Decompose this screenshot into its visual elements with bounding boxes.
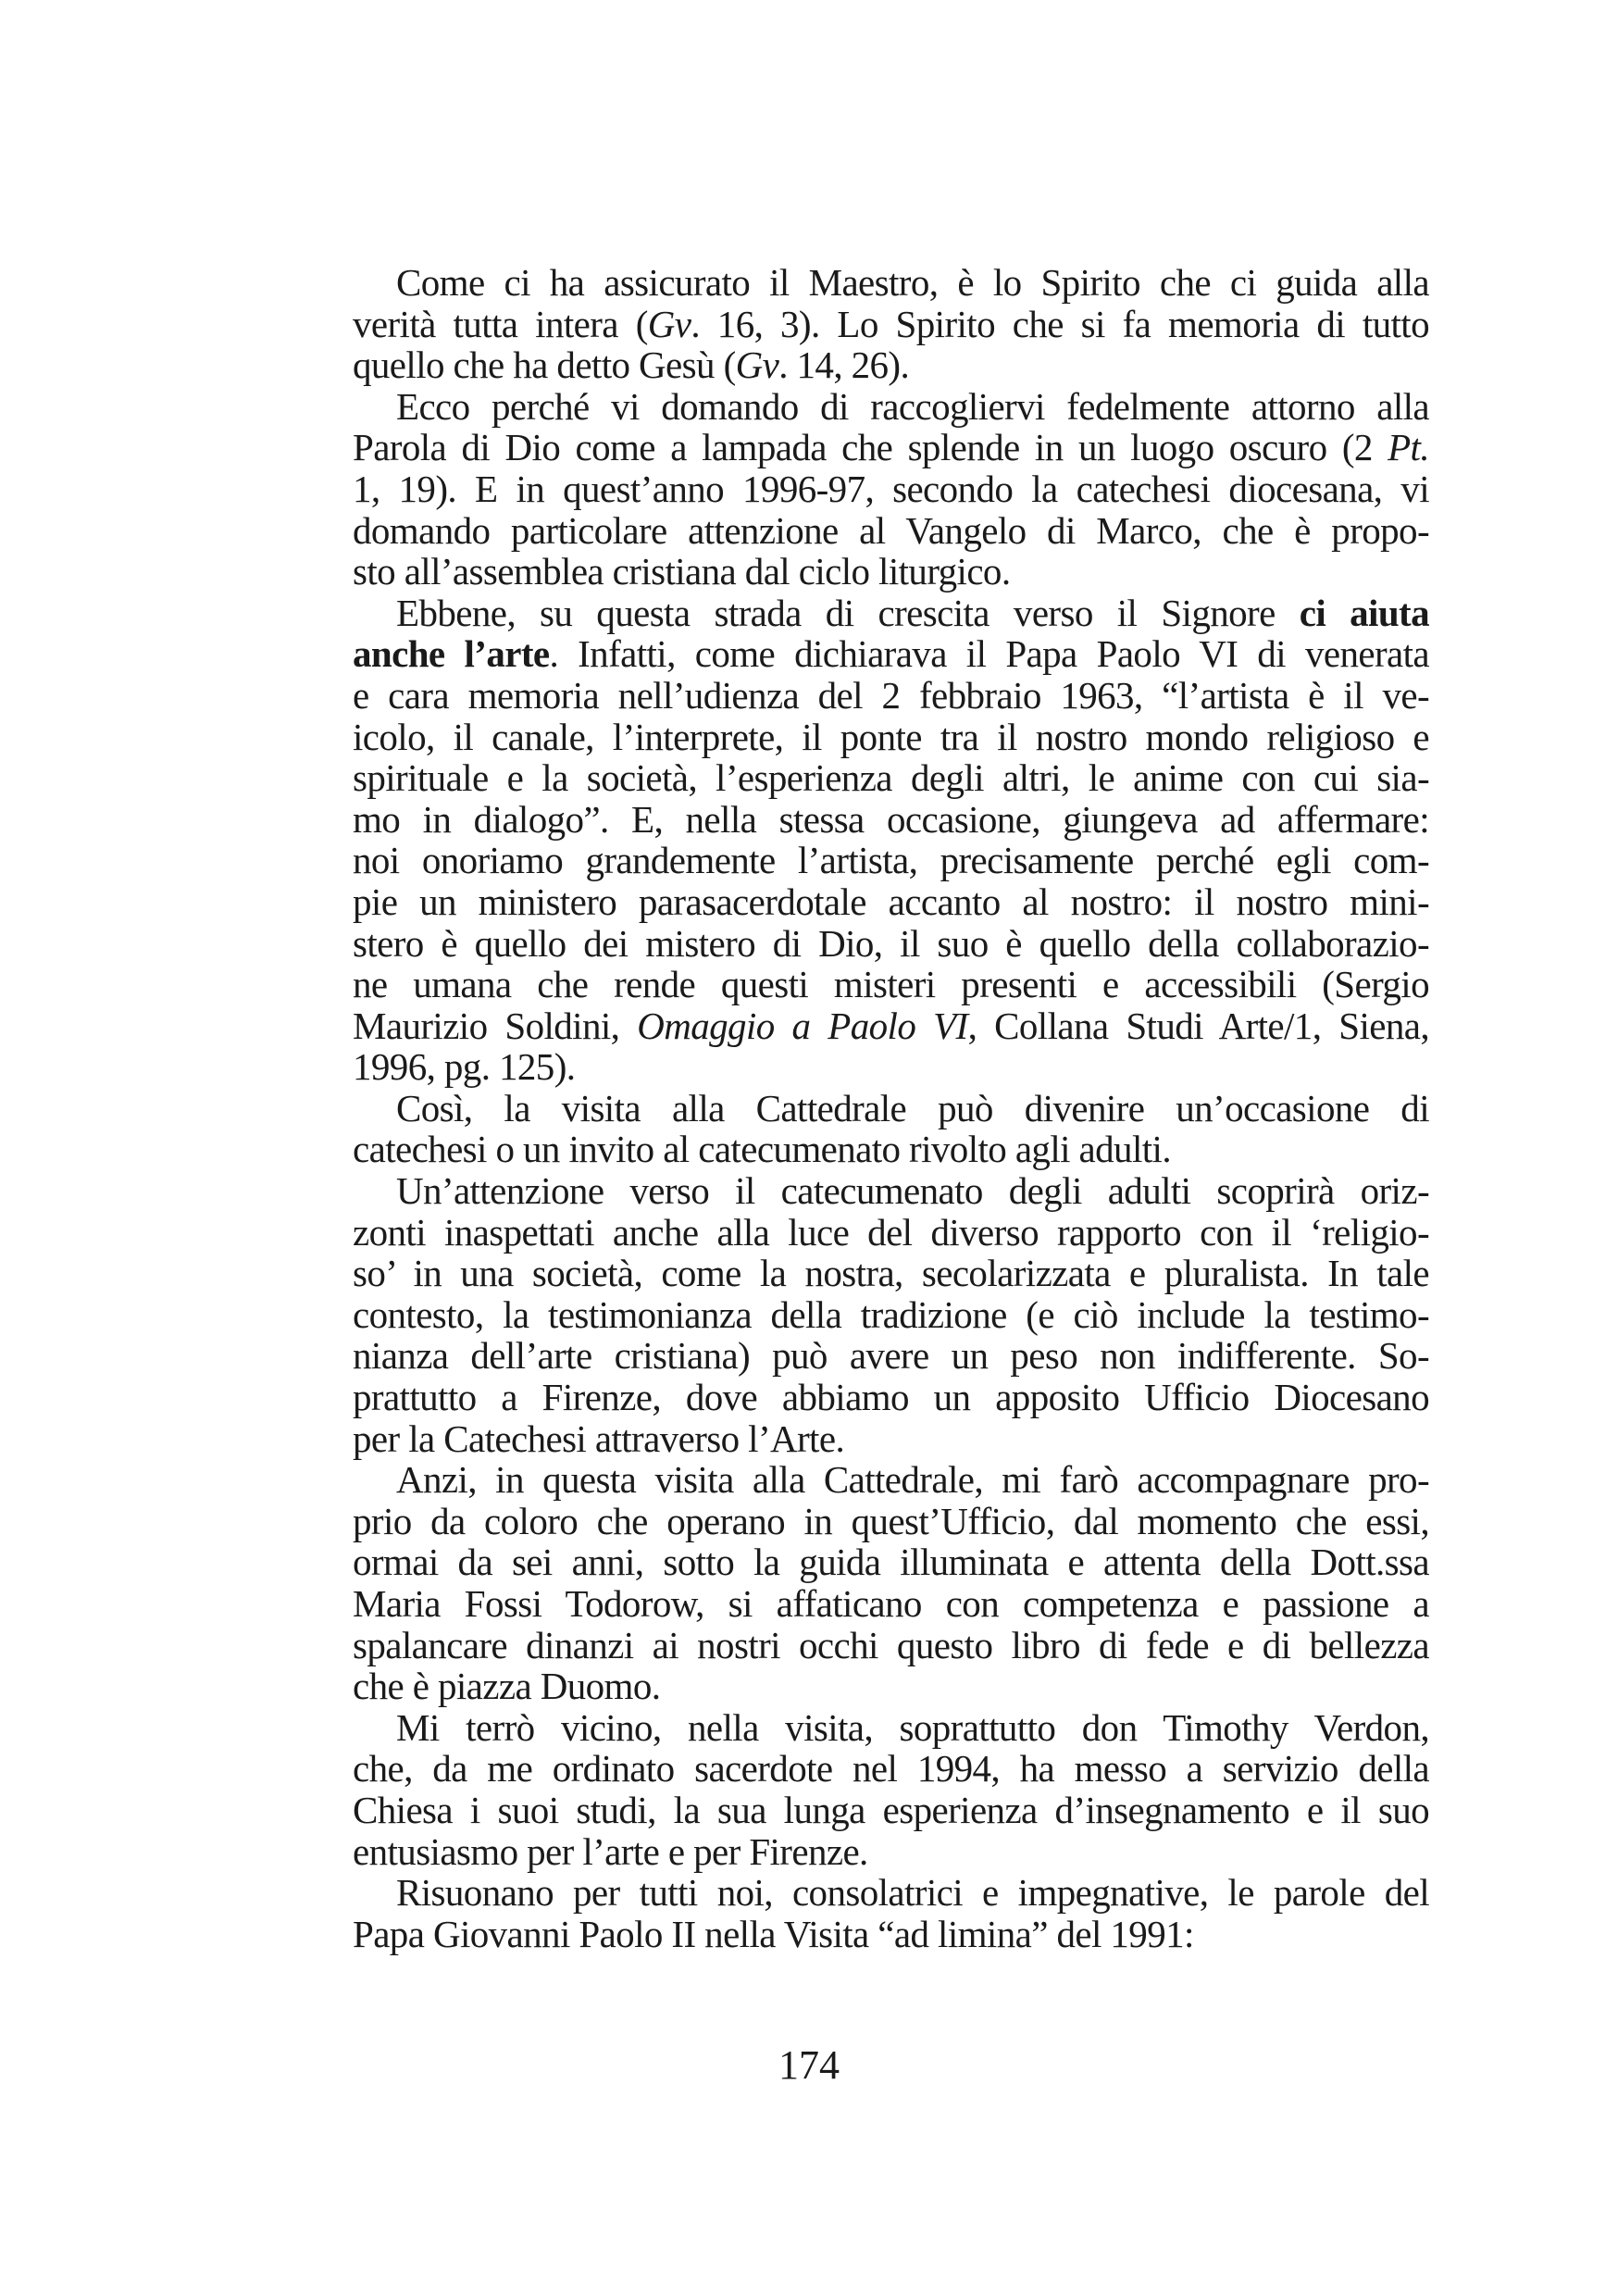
text-run: Chiesa i suoi studi, la sua lunga esperienza d’insegnamento e il suo bbox=[353, 1788, 1429, 1831]
paragraph bbox=[353, 1872, 1429, 1954]
text-run: mo in dialogo”. E, nella stessa occasione, giungeva ad affermare: bbox=[353, 797, 1429, 841]
text-run: che è piazza Duomo. bbox=[353, 1665, 661, 1708]
paragraph bbox=[353, 1459, 1429, 1707]
page-number: 174 bbox=[778, 2042, 840, 2088]
text-line bbox=[353, 717, 1429, 758]
text-line bbox=[353, 1212, 1429, 1254]
text-line bbox=[353, 799, 1429, 841]
text-run: 1, 19). E in quest’anno 1996-97, secondo la catechesi diocesana, vi bbox=[353, 467, 1429, 510]
text-line bbox=[353, 1872, 1429, 1914]
text-line bbox=[353, 1625, 1429, 1666]
italic-text: Pt. bbox=[1388, 426, 1429, 469]
text-run: verità tutta intera ( bbox=[353, 302, 648, 345]
paragraph bbox=[353, 1170, 1429, 1459]
text-run: . Infatti, come dichiarava il Papa Paolo VI di venerata bbox=[549, 632, 1429, 676]
text-line bbox=[353, 1790, 1429, 1831]
text-run: contesto, la testimonianza della tradizione (e ciò include la testimo- bbox=[353, 1292, 1429, 1336]
text-line bbox=[353, 633, 1429, 675]
body-text bbox=[353, 262, 1429, 1954]
text-run: per la Catechesi attraverso l’Arte. bbox=[353, 1416, 845, 1460]
paragraph bbox=[353, 593, 1429, 1088]
text-run: catechesi o un invito al catecumenato rivolto agli adulti. bbox=[353, 1128, 1171, 1171]
text-run: e cara memoria nell’udienza del 2 febbraio 1963, “l’artista è il ve- bbox=[353, 673, 1429, 717]
text-line bbox=[353, 427, 1429, 468]
text-line bbox=[353, 675, 1429, 717]
text-line bbox=[353, 1170, 1429, 1212]
paragraph bbox=[353, 386, 1429, 593]
text-run: domando particolare attenzione al Vangelo di Marco, che è propo- bbox=[353, 508, 1429, 552]
text-run: Come ci ha assicurato il Maestro, è lo Spirito che ci guida alla bbox=[396, 261, 1429, 304]
text-line bbox=[353, 510, 1429, 552]
text-run: prattutto a Firenze, dove abbiamo un apposito Ufficio Diocesano bbox=[353, 1376, 1429, 1419]
text-run: ormai da sei anni, sotto la guida illuminata e attenta della Dott.ssa bbox=[353, 1541, 1429, 1584]
text-line bbox=[353, 1501, 1429, 1542]
text-line bbox=[353, 964, 1429, 1005]
text-run: icolo, il canale, l’interprete, il ponte tra il nostro mondo religioso e bbox=[353, 715, 1429, 758]
text-run: quello che ha detto Gesù ( bbox=[353, 343, 736, 387]
text-line bbox=[353, 923, 1429, 965]
text-run: ne umana che rende questi misteri presenti e accessibili (Sergio bbox=[353, 963, 1429, 1006]
text-run: entusiasmo per l’arte e per Firenze. bbox=[353, 1829, 868, 1873]
text-line bbox=[353, 593, 1429, 634]
text-run: sto all’assemblea cristiana dal ciclo liturgico. bbox=[353, 550, 1011, 593]
text-run: Papa Giovanni Paolo II nella Visita “ad limina” del 1991: bbox=[353, 1912, 1194, 1955]
text-run: nianza dell’arte cristiana) può avere un peso non indifferente. So- bbox=[353, 1334, 1429, 1378]
text-line bbox=[353, 344, 1429, 386]
text-run: . 16, 3). Lo Spirito che si fa memoria di tutto bbox=[691, 302, 1429, 345]
italic-text: Omaggio a Paolo VI bbox=[637, 1004, 968, 1047]
text-line bbox=[353, 1459, 1429, 1501]
text-run: spalancare dinanzi ai nostri occhi questo libro di fede e di bellezza bbox=[353, 1623, 1429, 1666]
text-line bbox=[353, 1748, 1429, 1790]
text-run: Ecco perché vi domando di raccogliervi fedelmente attorno alla bbox=[396, 384, 1429, 428]
text-run: Maurizio Soldini, bbox=[353, 1004, 638, 1047]
italic-text: Gv bbox=[735, 343, 779, 387]
text-line bbox=[353, 1294, 1429, 1336]
text-run: , Collana Studi Arte/1, Siena, bbox=[967, 1004, 1429, 1047]
text-line bbox=[353, 1914, 1429, 1955]
text-line bbox=[353, 262, 1429, 304]
text-run: spirituale e la società, l’esperienza degli altri, le anime con cui sia- bbox=[353, 756, 1429, 800]
paragraph bbox=[353, 1707, 1429, 1872]
text-line bbox=[353, 1088, 1429, 1129]
paragraph bbox=[353, 1088, 1429, 1170]
text-line bbox=[353, 1335, 1429, 1377]
text-run: stero è quello dei mistero di Dio, il suo è quello della collaborazio- bbox=[353, 921, 1429, 965]
bold-text: ci aiuta bbox=[1299, 591, 1429, 634]
text-line bbox=[353, 304, 1429, 345]
bold-text: anche l’arte bbox=[353, 632, 550, 676]
text-line bbox=[353, 551, 1429, 593]
text-run: Anzi, in questa visita alla Cattedrale, mi farò accompagnare pro- bbox=[396, 1458, 1429, 1502]
text-run: . 14, 26). bbox=[778, 343, 910, 387]
text-run: so’ in una società, come la nostra, secolarizzata e pluralista. In tale bbox=[353, 1252, 1429, 1295]
text-line bbox=[353, 1666, 1429, 1707]
text-run: 1996, pg. 125). bbox=[353, 1045, 576, 1089]
text-line bbox=[353, 1418, 1429, 1460]
text-run: Così, la visita alla Cattedrale può divenire un’occasione di bbox=[396, 1086, 1429, 1129]
text-run: Risuonano per tutti noi, consolatrici e impegnative, le parole del bbox=[396, 1871, 1429, 1915]
text-run: che, da me ordinato sacerdote nel 1994, ha messo a servizio della bbox=[353, 1747, 1429, 1791]
text-run: Parola di Dio come a lampada che splende in un luogo oscuro (2 bbox=[353, 426, 1388, 469]
text-line bbox=[353, 1541, 1429, 1583]
text-run: zonti inaspettati anche alla luce del diverso rapporto con il ‘religio- bbox=[353, 1210, 1429, 1254]
text-run: Un’attenzione verso il catecumenato degli adulti scoprirà oriz- bbox=[396, 1169, 1429, 1213]
text-run: pie un ministero parasacerdotale accanto al nostro: il nostro mini- bbox=[353, 880, 1429, 923]
paragraph bbox=[353, 262, 1429, 386]
text-line bbox=[353, 881, 1429, 923]
text-line bbox=[353, 1046, 1429, 1088]
text-run: Maria Fossi Todorow, si affaticano con competenza e passione a bbox=[353, 1582, 1429, 1625]
text-line bbox=[353, 757, 1429, 799]
text-run: Mi terrò vicino, nella visita, soprattutto don Timothy Verdon, bbox=[396, 1705, 1429, 1749]
text-line bbox=[353, 840, 1429, 881]
text-line bbox=[353, 1129, 1429, 1170]
text-line bbox=[353, 468, 1429, 510]
text-line bbox=[353, 1253, 1429, 1294]
text-line bbox=[353, 1005, 1429, 1047]
text-run: Ebbene, su questa strada di crescita verso il Signore bbox=[396, 591, 1300, 634]
text-run: prio da coloro che operano in quest’Ufficio, dal momento che essi, bbox=[353, 1499, 1429, 1542]
text-run: noi onoriamo grandemente l’artista, precisamente perché egli com- bbox=[353, 839, 1429, 882]
text-line bbox=[353, 1831, 1429, 1873]
text-line bbox=[353, 1583, 1429, 1625]
italic-text: Gv bbox=[647, 302, 691, 345]
text-line bbox=[353, 386, 1429, 428]
text-line bbox=[353, 1707, 1429, 1749]
text-line bbox=[353, 1377, 1429, 1418]
